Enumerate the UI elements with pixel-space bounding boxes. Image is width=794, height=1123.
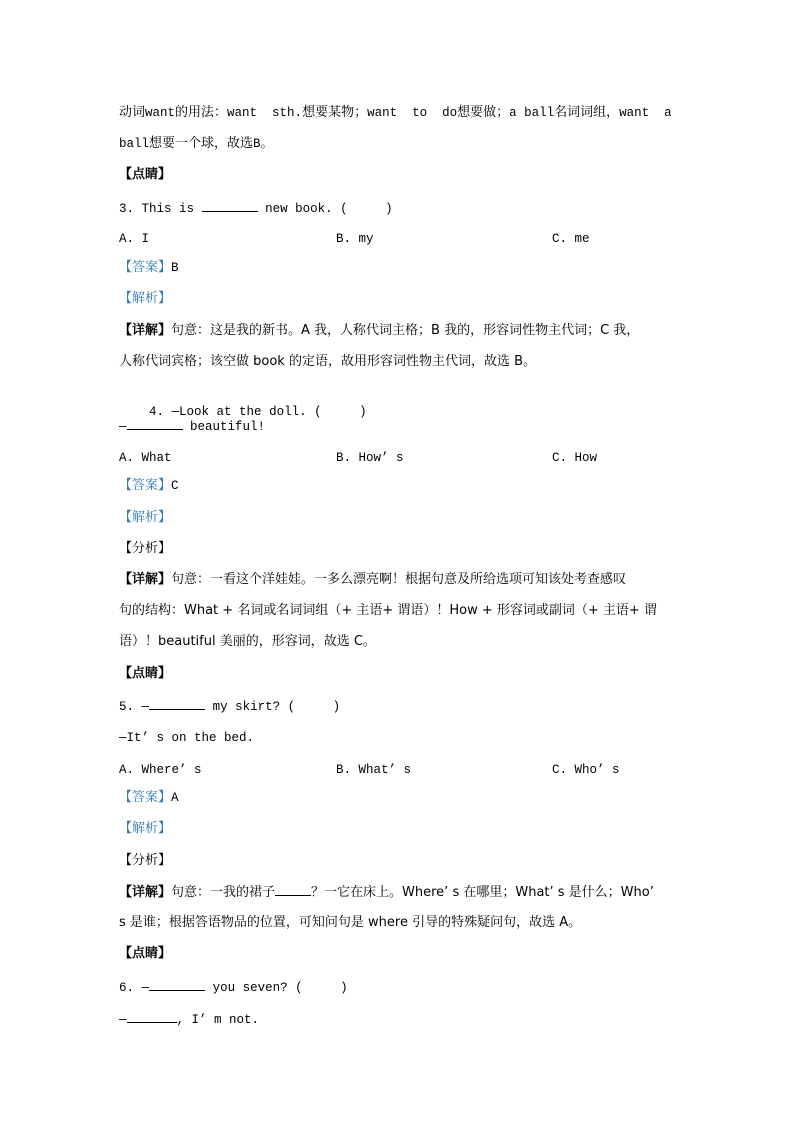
question-4-dianjing-label: 【点睛】: [119, 666, 172, 681]
option-text: How: [574, 451, 598, 465]
text: 想要一个球，故选: [149, 136, 254, 151]
option-text: me: [574, 232, 590, 246]
text: want: [145, 106, 176, 120]
text: new book. ( ): [265, 202, 393, 216]
question-5-xiangjie-line-1: [119, 883, 679, 902]
question-3-option-b: [336, 230, 374, 248]
text: This is: [141, 202, 195, 216]
text: want a: [619, 106, 672, 120]
question-3-option-c: [552, 230, 590, 248]
option-letter: C.: [552, 763, 568, 777]
question-number: 4.: [149, 405, 165, 419]
answer-label: 【答案】: [119, 478, 172, 493]
text: want sth.: [227, 106, 303, 120]
question-5-dianjing-label: 【点睛】: [119, 946, 172, 961]
xiangjie-label: 【详解】: [119, 885, 172, 900]
dash: —: [119, 1013, 127, 1027]
answer-blank: [149, 697, 205, 710]
question-5-stem: [119, 697, 679, 716]
option-letter: A.: [119, 232, 135, 246]
question-3-xiangjie-line-2: 人称代词宾格；该空做 book 的定语，故用形容词性物主代词，故选 B。: [119, 354, 537, 369]
question-5-jiexi-label: 【解析】: [119, 821, 172, 836]
text: beautiful!: [190, 420, 266, 434]
question-number: 6.: [119, 981, 135, 995]
text: 的用法：: [175, 105, 228, 120]
option-letter: C.: [552, 451, 568, 465]
question-4-option-c: [552, 449, 597, 467]
text: B。: [253, 137, 274, 151]
question-number: 3.: [119, 202, 135, 216]
option-letter: B.: [336, 451, 352, 465]
intro-line-1: [119, 104, 679, 122]
question-5-option-a: [119, 761, 202, 779]
text: my skirt? ( ): [212, 700, 341, 714]
question-5-stem-line-2: —It’ s on the bed.: [119, 731, 255, 745]
text: 名词词组，: [554, 105, 620, 120]
dianjing-label: 【点睛】: [119, 167, 172, 182]
text: 动词: [119, 105, 146, 120]
question-4-xiangjie-line-1: [119, 571, 679, 589]
question-6-stem: [119, 978, 679, 997]
answer-blank: [127, 1010, 177, 1023]
answer-blank: [149, 978, 205, 991]
option-text: Who’ s: [574, 763, 620, 777]
text: a ball: [509, 106, 555, 120]
option-letter: A.: [119, 451, 135, 465]
text: you seven? ( ): [212, 981, 348, 995]
question-4-option-a: [119, 449, 172, 467]
question-5-option-c: [552, 761, 620, 779]
question-4-option-b: [336, 449, 404, 467]
answer-value: B: [171, 261, 179, 275]
question-3-option-a: [119, 230, 149, 248]
question-6-stem-line-2: [119, 1010, 679, 1029]
question-5-fenxi-label: 【分析】: [119, 853, 172, 868]
text: 想要某物；: [302, 105, 368, 120]
xiangjie-label: 【详解】: [119, 572, 172, 587]
answer-blank: [275, 883, 311, 896]
text: ？一它在床上。Where’ s 在哪里；What’ s 是什么；Who’: [311, 885, 654, 900]
question-4-answer: [119, 477, 679, 495]
question-3-stem: [119, 199, 679, 218]
dash: —: [141, 981, 150, 995]
answer-label: 【答案】: [119, 790, 172, 805]
text: 句意：一我的裙子: [171, 885, 276, 900]
text: 句意：这是我的新书。A 我，人称代词主格；B 我的，形容词性物主代词；C 我，: [171, 323, 640, 338]
text: , I’ m not.: [176, 1013, 260, 1027]
option-text: I: [141, 232, 150, 246]
answer-value: A: [171, 791, 179, 805]
intro-line-2: [119, 135, 679, 153]
text: 想要做；: [457, 105, 510, 120]
option-text: Where’ s: [141, 763, 202, 777]
text: want to do: [367, 106, 458, 120]
question-number: 5.: [119, 700, 135, 714]
text: ball: [119, 137, 150, 151]
question-4-jiexi-label: 【解析】: [119, 510, 172, 525]
option-letter: C.: [552, 232, 568, 246]
question-4-xiangjie-line-3: 语）！beautiful 美丽的，形容词，故选 C。: [119, 634, 376, 649]
answer-blank: [202, 199, 258, 212]
dash: —: [119, 420, 127, 434]
text: —Look at the doll. ( ): [171, 405, 367, 419]
option-letter: A.: [119, 763, 135, 777]
question-4-fenxi-label: 【分析】: [119, 541, 172, 556]
xiangjie-label: 【详解】: [119, 323, 172, 338]
option-letter: B.: [336, 232, 352, 246]
text: 句意：一看这个洋娃娃。一多么漂亮啊！根据句意及所给选项可知该处考查感叹: [171, 572, 627, 587]
option-text: What’ s: [358, 763, 412, 777]
question-5-xiangjie-line-2: s 是谁；根据答语物品的位置，可知问句是 where 引导的特殊疑问句，故选 A。: [119, 915, 582, 930]
dash: —: [141, 700, 150, 714]
option-text: How’ s: [358, 451, 404, 465]
answer-label: 【答案】: [119, 260, 172, 275]
question-5-option-b: [336, 761, 411, 779]
option-text: What: [141, 451, 172, 465]
option-text: my: [358, 232, 374, 246]
answer-blank: [127, 417, 183, 430]
question-3-answer: [119, 259, 679, 277]
question-3-jiexi-label: 【解析】: [119, 291, 172, 306]
answer-value: C: [171, 479, 179, 493]
question-4-stem-line-2: [119, 417, 679, 436]
question-4-xiangjie-line-2: 句的结构：What + 名词或名词词组（+ 主语+ 谓语）！How + 形容词或副词（+ 主语+ 谓: [119, 603, 657, 618]
question-3-xiangjie-line-1: [119, 322, 679, 340]
option-letter: B.: [336, 763, 352, 777]
question-5-answer: [119, 789, 679, 807]
